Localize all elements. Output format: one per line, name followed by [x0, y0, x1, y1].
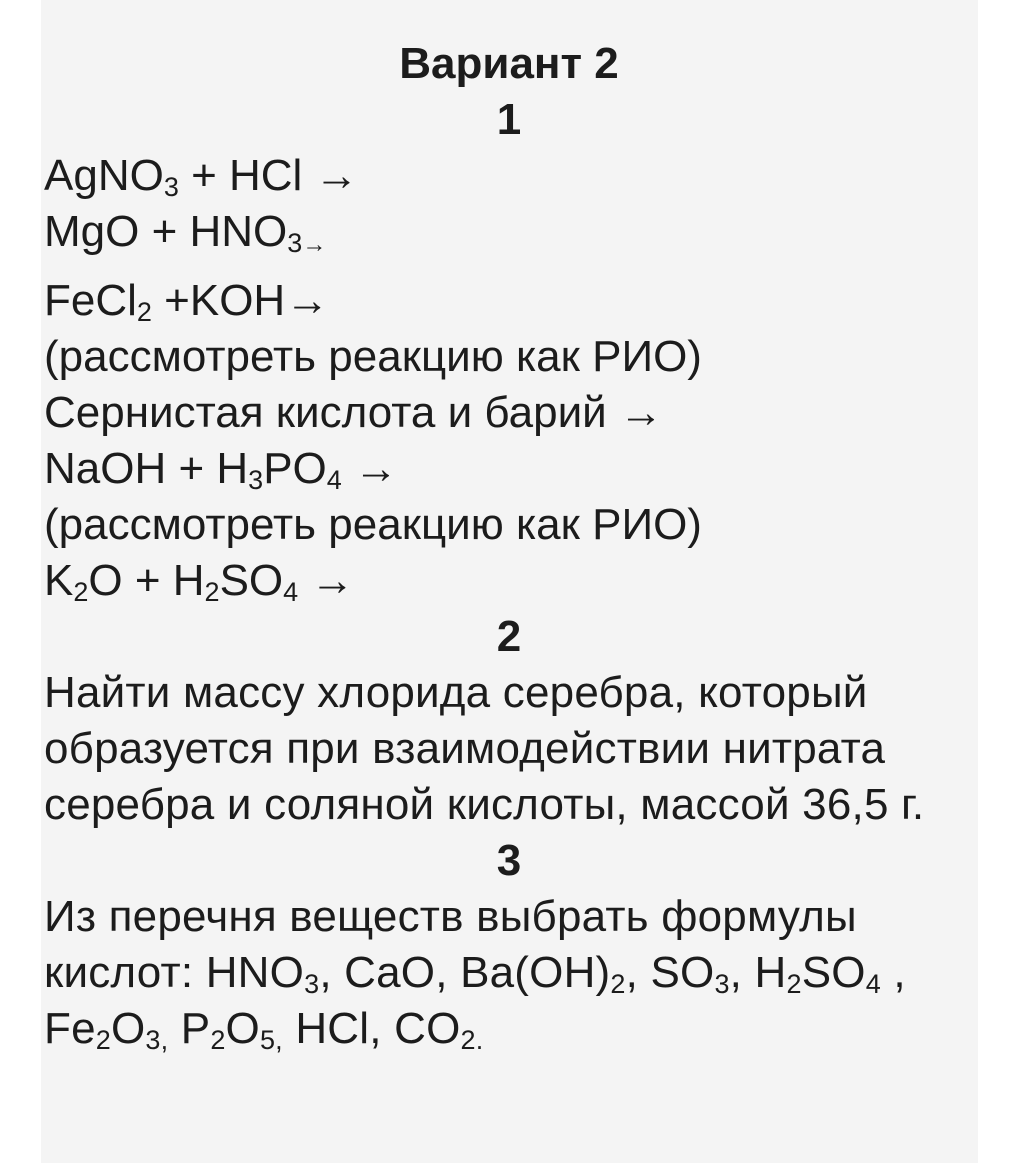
equation-5: NaOH + $H_3PO_4$ → — [44, 444, 399, 495]
note-2: (рассмотреть реакцию как РИО) — [44, 500, 702, 549]
document-content — [44, 36, 984, 1057]
equation-3: FeCl$_2$ +KOH→ — [44, 276, 330, 327]
page-title: Вариант 2 — [399, 39, 619, 88]
task-3-text: Из перечня веществ выбрать формулы кислот: $HNO_3$, CaO, $Ba(OH)_2$, $SO_3$, $H_2SO_4$ , $Fe_2O_{3,}$ $P_2O_{5,}$ HCl, $CO_{2.}$ — [44, 892, 906, 1055]
equation-4: Сернистая кислота и барий → — [44, 388, 663, 437]
note-1: (рассмотреть реакцию как РИО) — [44, 332, 702, 381]
equation-2: MgO + $HNO_3\to$ — [44, 207, 327, 258]
task-3-number: 3 — [496, 836, 522, 885]
task-2-text: Найти массу хлорида серебра, который образуется при взаимодействии нитрата серебра и соляной кислоты, массой 36,5 г. — [44, 668, 925, 829]
equation-1: AgNO$_3$ + HCl → — [44, 151, 359, 202]
task-2-number: 2 — [496, 612, 522, 661]
equation-6: $K_2O + H_2SO_4$ → — [44, 556, 355, 607]
task-1-number: 1 — [496, 95, 522, 144]
